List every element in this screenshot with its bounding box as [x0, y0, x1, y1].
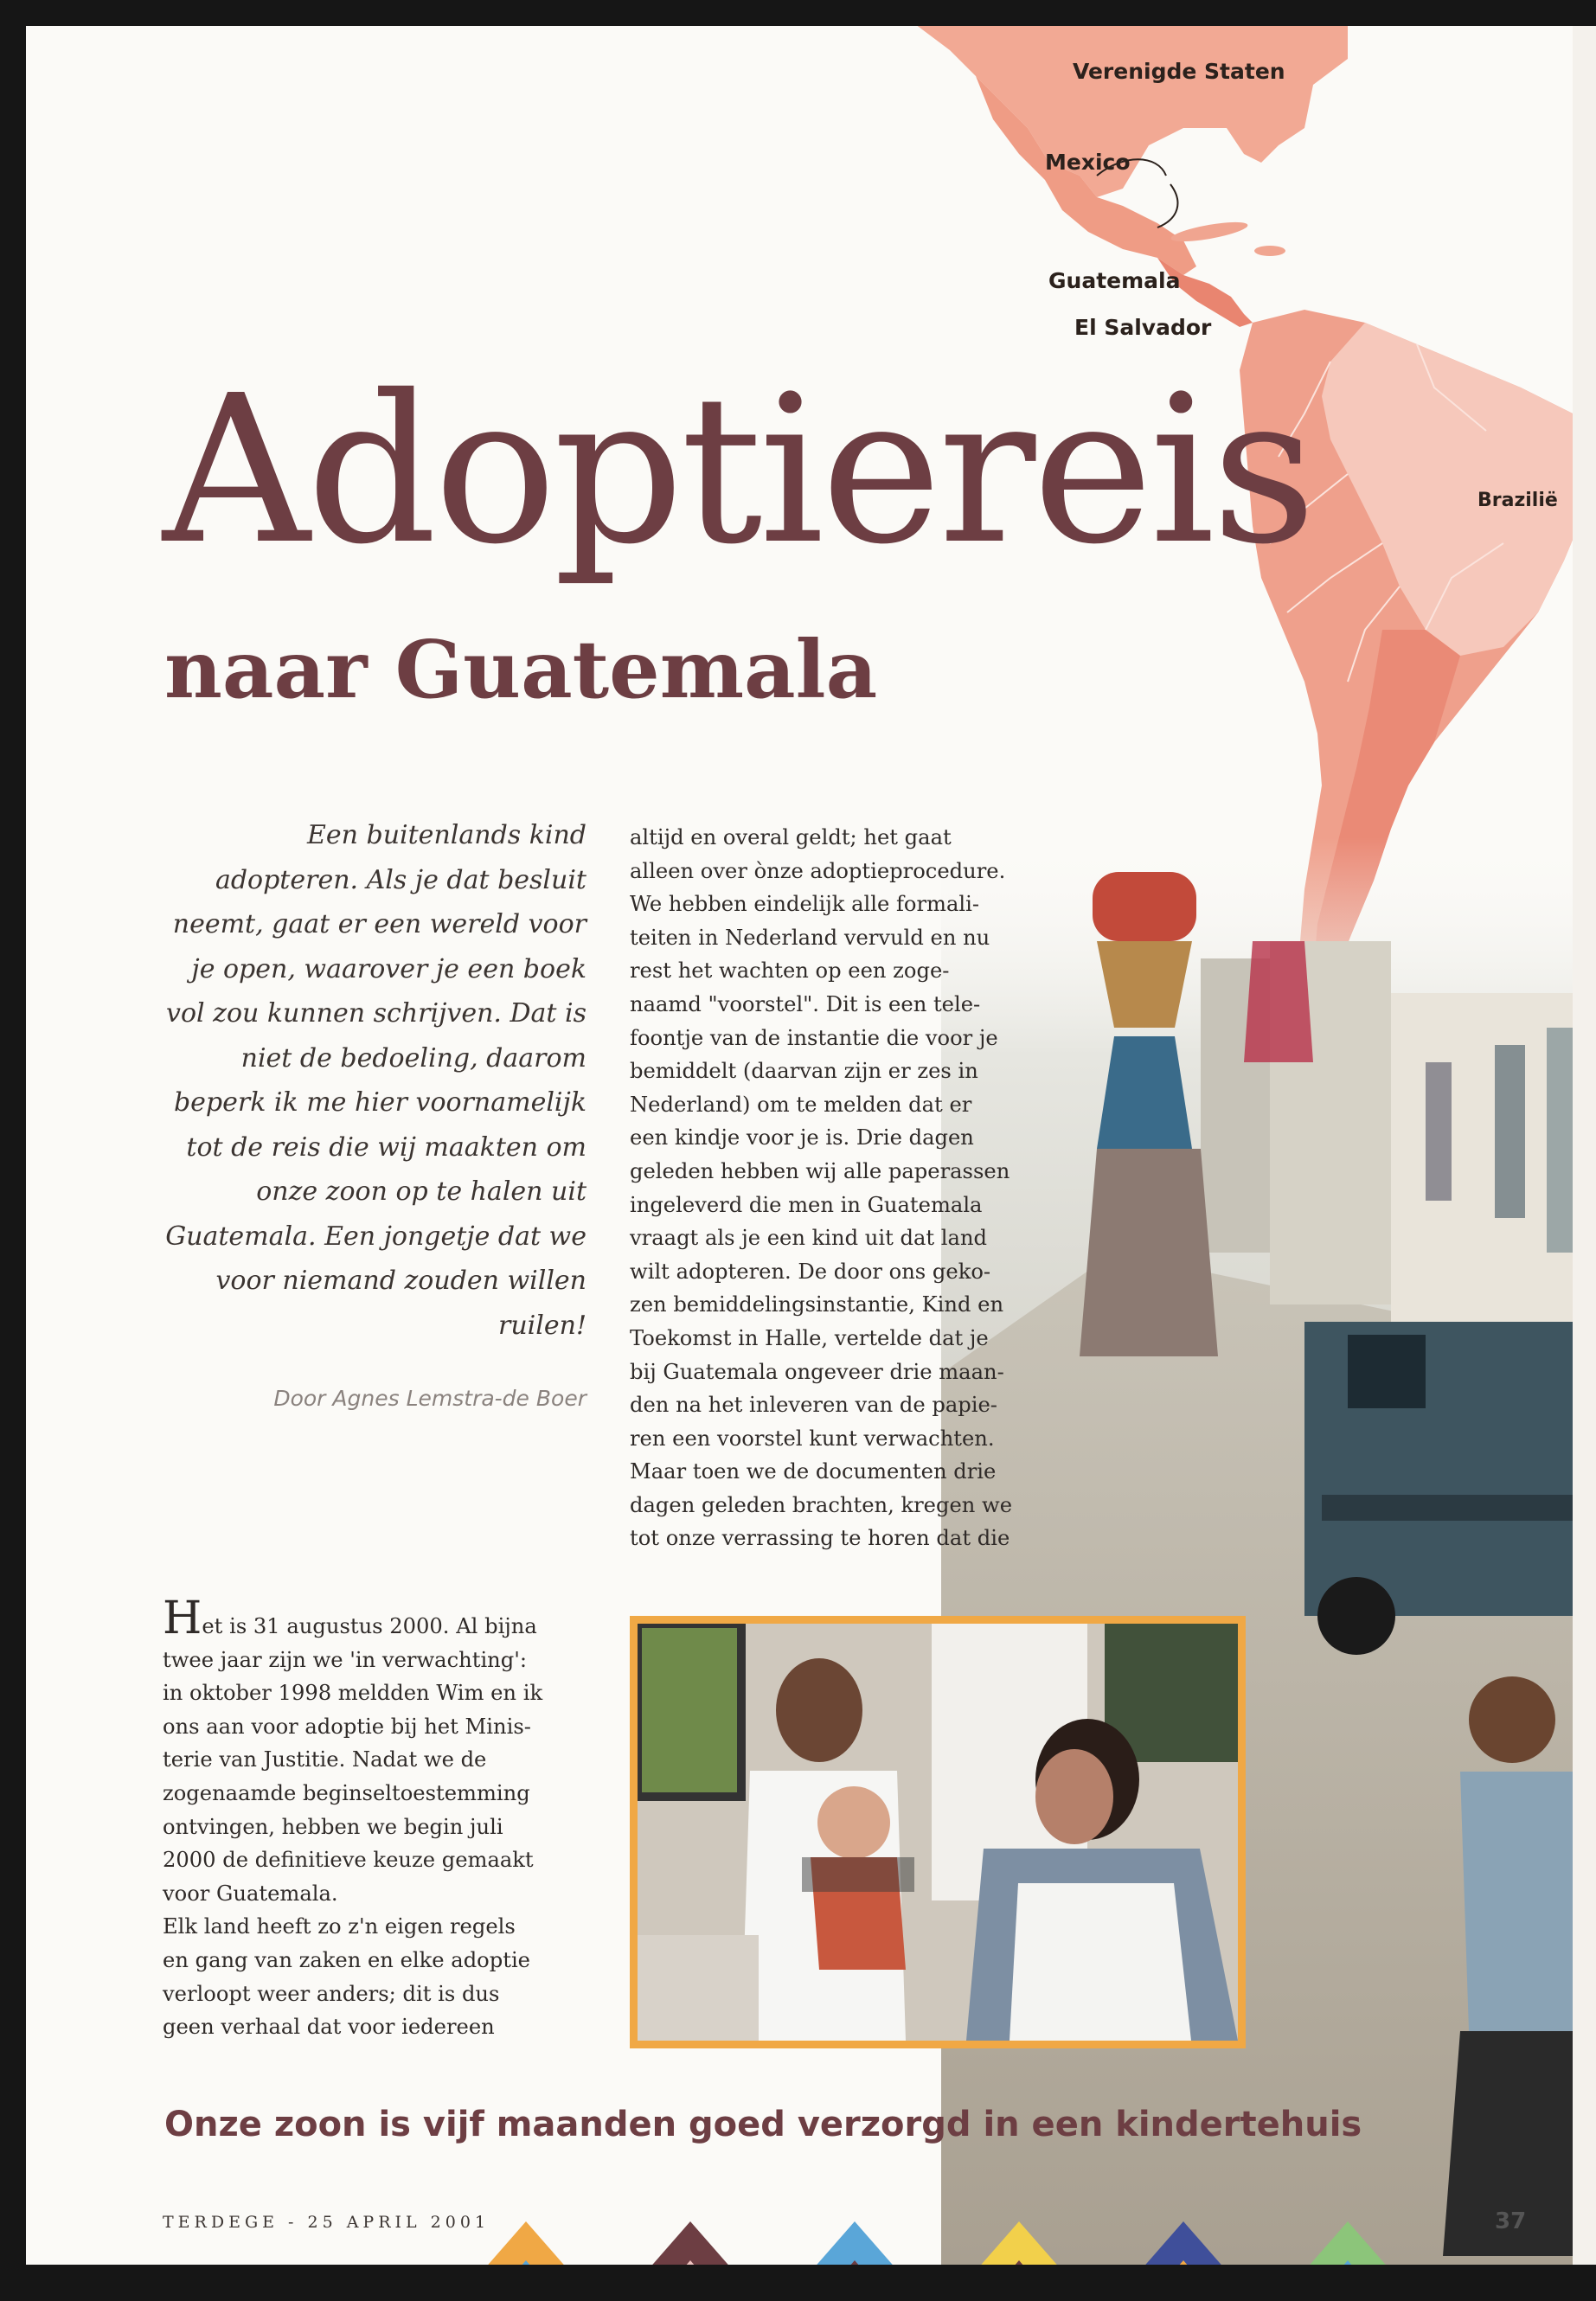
article-title: Adoptiereis — [163, 351, 1313, 589]
page-number: 37 — [1495, 2208, 1527, 2234]
column-right-line: We hebben eindelijk alle formali- — [630, 892, 980, 917]
article-byline: Door Agnes Lemstra-de Boer — [273, 1386, 586, 1411]
column-right-line: geleden hebben wij alle paperassen — [630, 1158, 1010, 1183]
column-right-line: den na het inleveren van de papie- — [630, 1393, 997, 1418]
column-left-line: twee jaar zijn we 'in verwachting': — [163, 1647, 528, 1672]
triangle-4 — [958, 2221, 1080, 2265]
map-label-mexico: Mexico — [1045, 150, 1131, 175]
column-right-line: vraagt als je een kind uit dat land — [630, 1226, 988, 1251]
scan-border-left — [0, 0, 26, 2301]
map-pointer-line-2 — [1157, 184, 1177, 228]
article-subtitle: naar Guatemala — [164, 623, 878, 716]
triangle-2 — [630, 2221, 751, 2265]
decorative-triangles — [465, 2221, 1503, 2265]
triangle-3 — [794, 2221, 915, 2265]
article-column-left — [163, 1593, 595, 2044]
magazine-page — [24, 24, 1573, 2265]
column-right-line: rest het wachten op een zoge- — [630, 958, 950, 984]
triangle-6 — [1287, 2221, 1408, 2265]
column-right-line: ingeleverd die men in Guatemala — [630, 1192, 983, 1217]
column-right-line: foontje van de instantie die voor je — [630, 1025, 998, 1050]
column-right-line: Toekomst in Halle, vertelde dat je — [630, 1325, 989, 1350]
column-right-line: Maar toen we de documenten drie — [630, 1459, 997, 1484]
map-north-america — [915, 24, 1348, 197]
scan-border-bottom — [0, 2265, 1596, 2301]
column-left-line: ontvingen, hebben we begin juli — [163, 1814, 503, 1839]
magazine-footer: TERDEGE - 25 APRIL 2001 — [163, 2213, 490, 2232]
map-cuba — [1170, 218, 1248, 245]
column-right-line: een kindje voor je is. Drie dagen — [630, 1125, 974, 1150]
column-right-line: ren een voorstel kunt verwachten. — [630, 1426, 995, 1451]
column-right-line: tot onze verrassing te horen dat die — [630, 1526, 1010, 1551]
column-right-line: altijd en overal geldt; het gaat — [630, 825, 952, 849]
column-left-line: zogenaamde beginseltoestemming — [163, 1780, 530, 1805]
column-right-line: bemiddelt (daarvan zijn er zes in — [630, 1059, 978, 1084]
column-left-line: 2000 de definitieve keuze gemaakt — [163, 1848, 534, 1873]
column-right-line: naamd "voorstel". Dit is een tele- — [630, 991, 981, 1016]
triangle-1 — [465, 2221, 586, 2265]
article-intro: Een buitenlands kind adopteren. Als je dat besluit neemt, gaat er een wereld voor je open, waarover je een boek vol zou kunnen schrijven. Dat is niet de bedoeling, daarom beperk ik me hier voornamelijk tot de reis die wij maakten om onze zoon op te halen uit Guatemala. Een jongetje dat we voor niemand zouden willen ruilen! — [165, 820, 586, 1341]
map-label-guatemala: Guatemala — [1048, 268, 1181, 293]
column-left-line: terie van Justitie. Nadat we de — [163, 1747, 487, 1772]
orphanage-photo-image — [638, 1624, 1238, 2041]
column-left-line: et is 31 augustus 2000. Al bijna — [202, 1614, 537, 1638]
column-left-line: voor Guatemala. — [163, 1881, 338, 1906]
map-hispaniola — [1254, 246, 1285, 256]
column-left-line: ons aan voor adoptie bij het Minis- — [163, 1714, 531, 1739]
orphanage-photo — [630, 1616, 1246, 2048]
column-right-line: wilt adopteren. De door ons geko- — [630, 1259, 991, 1284]
scan-border-top — [0, 0, 1596, 26]
column-left-line: verloopt weer anders; dit is dus — [163, 1981, 500, 2006]
photo-caption: Onze zoon is vijf maanden goed verzorgd in een kindertehuis — [164, 2105, 1362, 2144]
column-left-line: geen verhaal dat voor iedereen — [163, 2015, 495, 2040]
column-left-line: Elk land heeft zo z'n eigen regels — [163, 1914, 516, 1939]
column-left-line: en gang van zaken en elke adoptie — [163, 1947, 530, 1972]
map-label-usa: Verenigde Staten — [1073, 59, 1285, 84]
map-label-brazil: Brazilië — [1477, 490, 1558, 511]
column-left-line: in oktober 1998 meldden Wim en ik — [163, 1681, 543, 1706]
column-right-line: alleen over ònze adoptieprocedure. — [630, 858, 1006, 883]
column-right-line: zen bemiddelingsinstantie, Kind en — [630, 1292, 1004, 1317]
column-right-line: bij Guatemala ongeveer drie maan- — [630, 1359, 1004, 1384]
column-right-line: teiten in Nederland vervuld en nu — [630, 925, 990, 950]
column-right-line: Nederland) om te melden dat er — [630, 1092, 972, 1117]
column-right-line: dagen geleden brachten, kregen we — [630, 1492, 1013, 1517]
triangle-5 — [1123, 2221, 1244, 2265]
article-column-right — [630, 821, 1062, 1555]
map-label-el-salvador: El Salvador — [1074, 315, 1212, 340]
dropcap: H — [163, 1593, 202, 1644]
